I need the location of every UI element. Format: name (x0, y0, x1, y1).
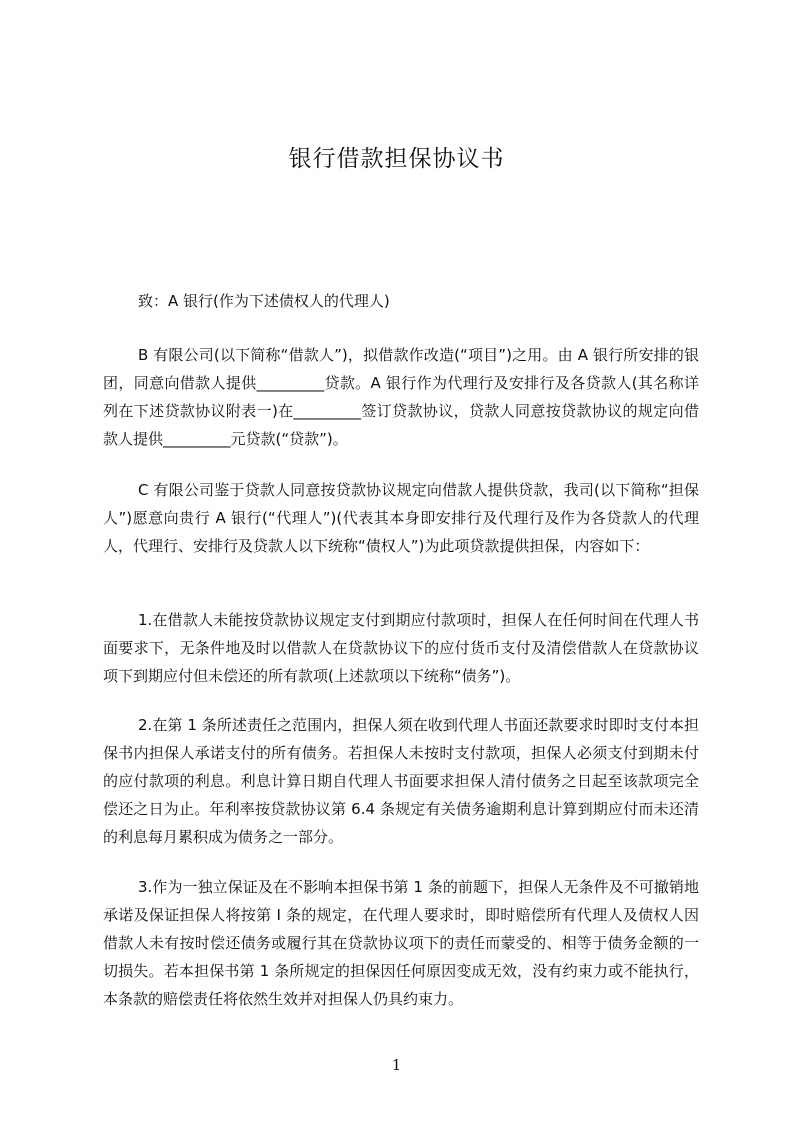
paragraph-guarantor: C 有限公司鉴于贷款人同意按贷款协议规定向借款人提供贷款，我司(以下简称“担保人”)愿意向贵行 A 银行(“代理人”)(代表其本身即安排行及代理行及作为各贷款人的代理人，代理行、安排行及贷款人以下统称“债权人”)为此项贷款提供担保，内容如下： (103, 481, 699, 555)
paragraph-borrower: B 有限公司(以下简称“借款人”)，拟借款作改造(“项目”)之用。由 A 银行所安排的银团，同意向借款人提供_________贷款。A 银行作为代理行及安排行及各贷款人(其名称详列在下述贷款协议附表一)在_________签订贷款协议，贷款人同意按贷款协议的规定向借款人提供_________元贷款(“贷款”)。 (103, 346, 699, 448)
clause-1: 1.在借款人未能按贷款协议规定支付到期应付款项时，担保人在任何时间在代理人书面要求下，无条件地及时以借款人在贷款协议下的应付货币支付及清偿借款人在贷款协议项下到期应付但未偿还的所有款项(上述款项以下统称“债务”)。 (103, 611, 699, 685)
clause-2: 2.在第 1 条所述责任之范围内，担保人须在收到代理人书面还款要求时即时支付本担保书内担保人承诺支付的所有债务。若担保人未按时支付款项，担保人必须支付到期未付的应付款项的利息。利息计算日期自代理人书面要求担保人清付债务之日起至该款项完全偿还之日为止。年利率按贷款协议第 6.4 条规定有关债务逾期利息计算到期应付而未还清的利息每月累积成为债务之一部分。 (103, 716, 699, 846)
page-number: 1 (391, 1056, 402, 1074)
document-title: 银行借款担保协议书 (288, 146, 505, 172)
addressee-line: 致：A 银行(作为下述债权人的代理人) (138, 292, 390, 310)
clause-3: 3.作为一独立保证及在不影响本担保书第 1 条的前题下，担保人无条件及不可撤销地承诺及保证担保人将按第 I 条的规定，在代理人要求时，即时赔偿所有代理人及债权人因借款人未有按时偿还债务或履行其在贷款协议项下的责任而蒙受的、相等于债务金额的一切损失。若本担保书第 1 条所规定的担保因任何原因变成无效，没有约束力或不能执行，本条款的赔偿责任将依然生效并对担保人仍具约束力。 (103, 878, 699, 1008)
